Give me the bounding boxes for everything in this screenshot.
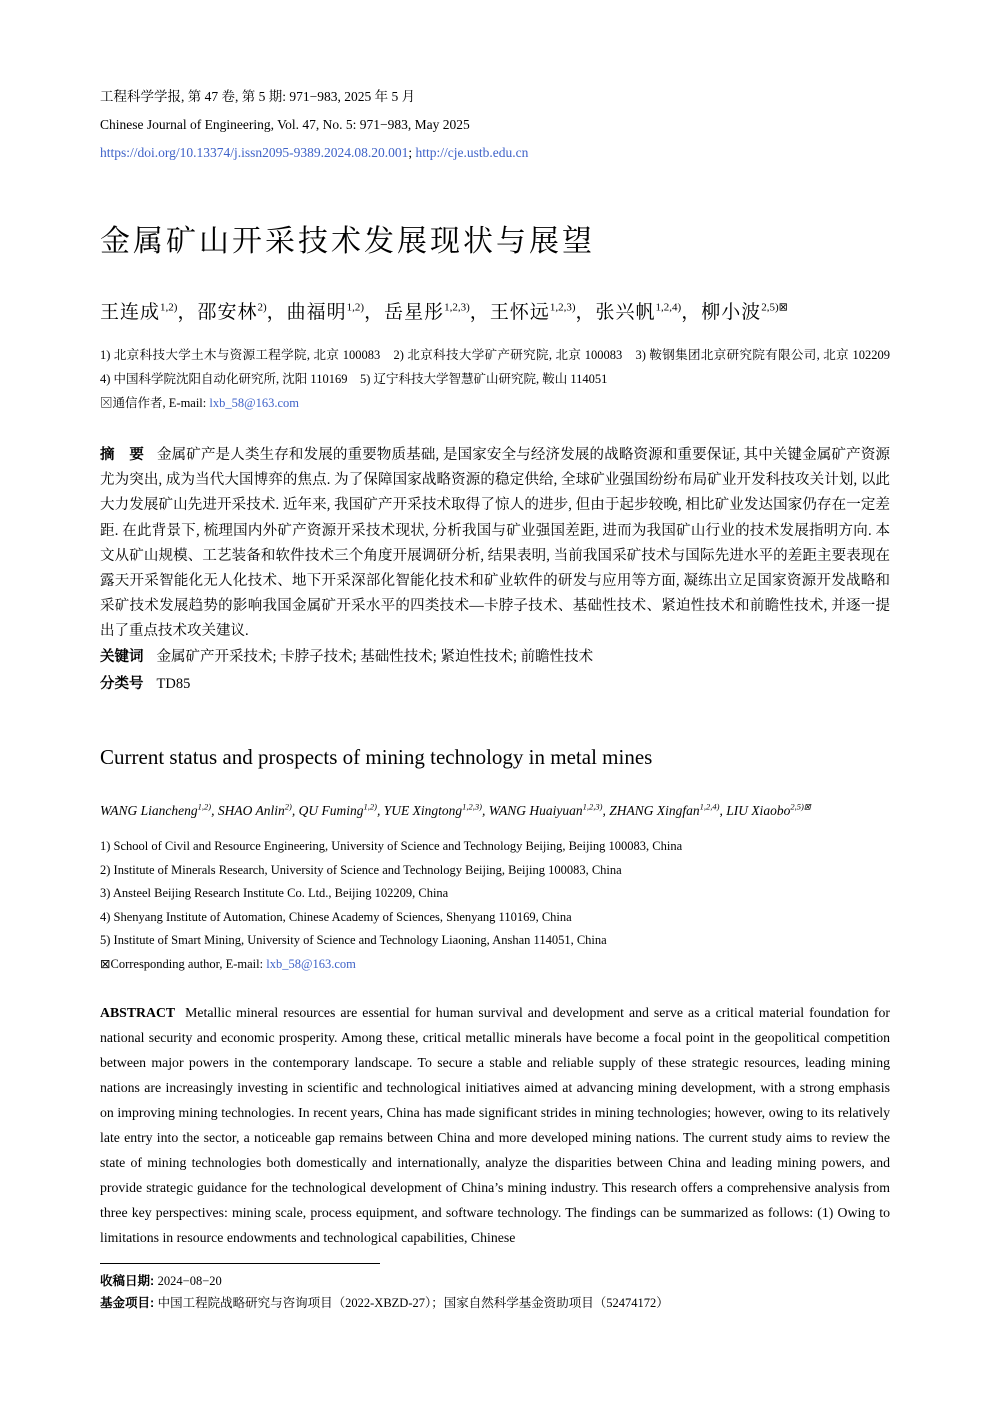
- author-en: ZHANG Xingfan$^{1,2,4)}$,: [609, 801, 727, 819]
- abstract-en: [100, 1000, 890, 1250]
- journal-site-link[interactable]: http://cje.ustb.edu.cn: [415, 145, 529, 160]
- author-en: YUE Xingtong$^{1,2,3)}$,: [383, 801, 489, 819]
- footnote-block: [100, 1263, 890, 1314]
- author-cn: 邵安林$^{2)}$，: [197, 301, 287, 323]
- author-affil-sup: 2): [257, 301, 267, 314]
- envelope-icon: ⊠: [100, 396, 113, 410]
- author-affil-sup: 1,2,3): [549, 301, 576, 314]
- received-date-value: 2024−08−20: [157, 1274, 222, 1289]
- received-date-label: 收稿日期:: [100, 1274, 158, 1289]
- author-affil-sup corresponding-envelope-icon: 2,5)⊠: [761, 301, 788, 314]
- corresponding-email-link-cn[interactable]: lxb_58@163.com: [209, 396, 300, 410]
- article-title-cn: 金属矿山开采技术发展现状与展望: [100, 225, 595, 258]
- article-title-en: Current status and prospects of mining technology in metal mines: [100, 745, 653, 770]
- envelope-icon: ⊠: [100, 956, 111, 971]
- author-affil-sup: 1,2,3): [462, 801, 482, 812]
- journal-header: [100, 88, 890, 162]
- doi-link[interactable]: https://doi.org/10.13374/j.issn2095-9389.2024.08.20.001: [100, 145, 409, 160]
- affiliation-en-4: 4) Shenyang Institute of Automation, Chinese Academy of Sciences, Shenyang 110169, China: [100, 909, 572, 924]
- author-affil-sup: 1,2,3): [582, 801, 603, 812]
- author-list-cn: [100, 300, 890, 326]
- keywords-text: 金属矿产开采技术; 卡脖子技术; 基础性技术; 紧迫性技术; 前瞻性技术: [156, 648, 594, 665]
- keywords-label: 关键词: [100, 648, 144, 665]
- affiliation-en-3: 3) Ansteel Beijing Research Institute Co. Ltd., Beijing 102209, China: [100, 886, 449, 901]
- author-en: WANG Liancheng$^{1,2)}$,: [100, 801, 218, 819]
- author-affil-sup: 1,2): [197, 801, 212, 812]
- abstract-text-cn: 金属矿产是人类生存和发展的重要物质基础, 是国家安全与经济发展的战略资源和重要保证, 其中关键金属矿产资源尤为突出, 成为当代大国博弈的焦点. 为了保障国家战略资源的稳定供给, 全球矿业强国纷纷布局矿业开发科技攻关计划, 以此大力发展矿山先进开采技术. 近年来, 我国矿产开采技术取得了惊人的进步, 但由于起步较晚, 相比矿业发达国家仍存在一定差距. 在此背景下, 梳理国内外矿产资源开采技术现状, 分析我国与矿业强国差距, 进而为我国矿山行业的技术发展指明方向. 本文从矿山规模、工艺装备和软件技术三个角度开展调研分析, 结果表明, 当前我国采矿技术与国际先进水平的差距主要表现在露天开采智能化无人化技术、地下开采深部化智能化技术和矿业软件的研发与应用等方面, 凝练出立足国家资源开发战略和采矿技术发展趋势的影响我国金属矿开采水平的四类技术—卡脖子技术、基础性技术、紧迫性技术和前瞻性技术, 并逐一提出了重点技术攻关建议.: [100, 447, 890, 640]
- author-affil-sup: 1,2,3): [444, 301, 470, 314]
- abstract-cn: [100, 443, 890, 645]
- abstract-label-en: ABSTRACT: [100, 1005, 176, 1021]
- corresponding-label-cn: 通信作者, E-mail:: [112, 396, 210, 410]
- author-cn: 柳小波$^{2,5)⊠}$: [701, 301, 788, 323]
- abstract-label-cn: 摘 要: [100, 447, 144, 463]
- journal-citation-cn: 工程科学学报, 第 47 卷, 第 5 期: 971−983, 2025 年 5 月: [100, 89, 416, 104]
- classification-value: TD85: [156, 675, 191, 692]
- funding-line: [100, 1293, 890, 1315]
- author-en: SHAO Anlin$^{2)}$,: [217, 801, 299, 819]
- funding-value: 中国工程院战略研究与咨询项目（2022-XBZD-27）；国家自然科学基金资助项目（52474172）: [157, 1295, 669, 1310]
- abstract-text-en: Metallic mineral resources are essential for human survival and development and serve as a critical material foundation for national security and economic prosperity. Among these, critical metallic minerals have become a focal point in the geopolitical competition between major powers in the contemporary landscape. To secure a stable and reliable supply of these strategic resources, leading mining nations are increasingly investing in scientific and technological initiatives aimed at advancing mining development, with a strong emphasis on improving mining technologies. In recent years, China has made significant strides in mining technologies; however, owing to its relatively late entry into the sector, a noticeable gap remains between China and more developed mining nations. The current study aims to review the state of mining technologies both domestically and internationally, analyze the disparities between China and leading mining powers, and provide strategic guidance for the technological development of China’s mining industry. This research offers a comprehensive analysis from three key perspectives: mining scale, process equipment, and software technology. The findings can be summarized as follows: (1) Owing to limitations in resource endowments and technological capabilities, Chinese: [100, 1005, 890, 1246]
- author-affil-sup: 1,2): [346, 301, 365, 314]
- corresponding-email-link-en[interactable]: lxb_58@163.com: [266, 956, 356, 971]
- author-affil-sup: 1,2,4): [699, 801, 720, 812]
- corresponding-author-cn: [100, 391, 890, 415]
- author-affil-sup corresponding-envelope-icon: 2,5)⊠: [790, 801, 811, 812]
- author-list-en: [100, 801, 890, 820]
- journal-links: [100, 144, 890, 162]
- author-en: QU Fuming$^{1,2)}$,: [298, 801, 384, 819]
- received-date-line: [100, 1271, 890, 1293]
- affiliation-en-5: 5) Institute of Smart Mining, University of Science and Technology Liaoning, Anshan 114051, China: [100, 933, 607, 948]
- link-separator: ;: [408, 145, 416, 160]
- classification-label: 分类号: [100, 675, 144, 692]
- author-affil-sup: 1,2,4): [655, 301, 682, 314]
- author-affil-sup: 1,2): [160, 301, 178, 314]
- author-en: LIU Xiaobo$^{2,5)⊠}$: [726, 801, 811, 819]
- classification-line: [100, 672, 890, 697]
- affiliation-list-en: [100, 835, 890, 953]
- keywords-line: [100, 645, 890, 670]
- corresponding-label-en: Corresponding author, E-mail:: [110, 956, 267, 971]
- affiliations-cn: 1) 北京科技大学土木与资源工程学院, 北京 100083 2) 北京科技大学矿产研究院, 北京 100083 3) 鞍钢集团北京研究院有限公司, 北京 102209 4) 中国科学院沈阳自动化研究所, 沈阳 110169 5) 辽宁科技大学智慧矿山研究院, 鞍山 114051: [100, 348, 903, 386]
- author-affil-sup: 1,2): [363, 801, 377, 812]
- affiliation-en-1: 1) School of Civil and Resource Engineering, University of Science and Technology Beijing, Beijing 100083, China: [100, 839, 683, 854]
- author-cn: 王怀远$^{1,2,3)}$，: [489, 301, 596, 323]
- author-affil-sup: 2): [284, 801, 292, 812]
- funding-label: 基金项目:: [100, 1295, 158, 1310]
- author-en: WANG Huaiyuan$^{1,2,3)}$,: [488, 801, 610, 819]
- affiliation-en-2: 2) Institute of Minerals Research, University of Science and Technology Beijing, Beijing 100083, China: [100, 862, 622, 877]
- footnote-rule: [100, 1263, 380, 1264]
- author-cn: 曲福明$^{1,2)}$，: [286, 301, 385, 323]
- journal-citation-en: Chinese Journal of Engineering, Vol. 47, No. 5: 971−983, May 2025: [100, 117, 470, 132]
- corresponding-author-en: [100, 953, 890, 977]
- author-cn: 王连成$^{1,2)}$，: [100, 301, 198, 323]
- author-cn: 张兴帆$^{1,2,4)}$，: [595, 301, 702, 323]
- author-cn: 岳星彤$^{1,2,3)}$，: [384, 301, 490, 323]
